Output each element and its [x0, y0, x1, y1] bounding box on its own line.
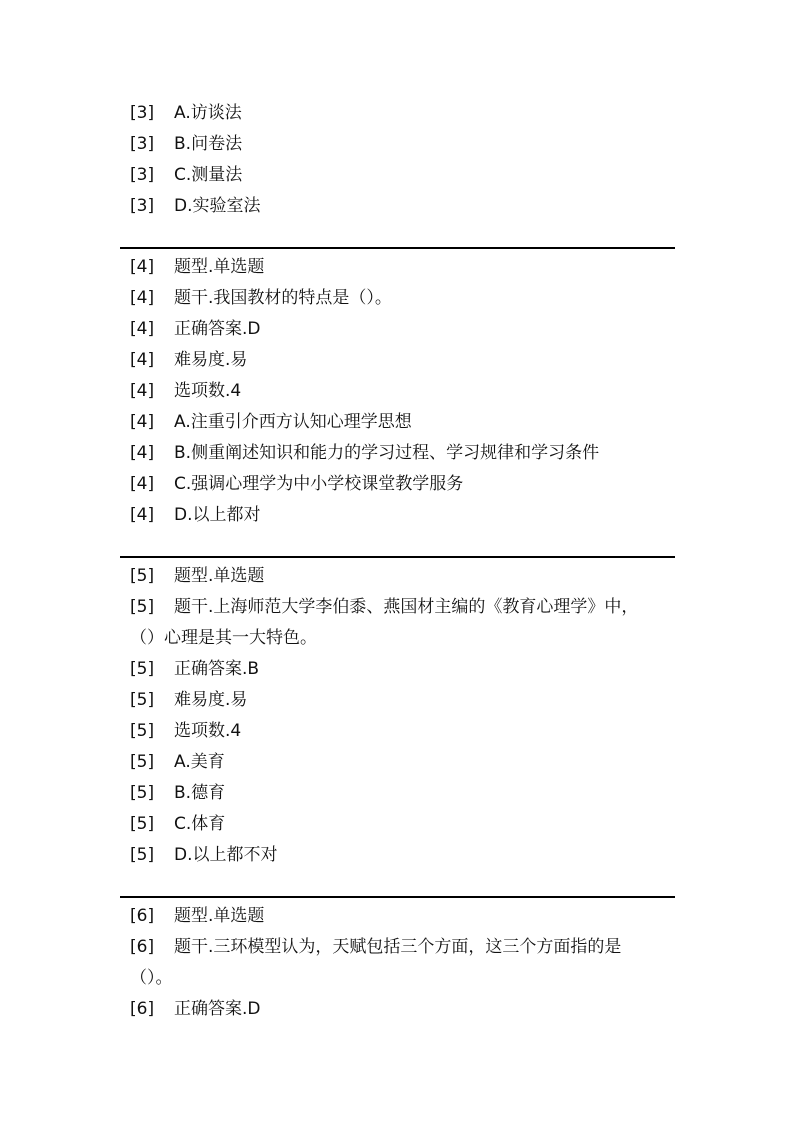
- line-text: 正确答案.D: [174, 319, 261, 339]
- section-divider: [120, 896, 675, 898]
- question-number: [6]: [130, 937, 155, 957]
- difficulty-line: [130, 349, 675, 371]
- option-count-line: [130, 380, 675, 402]
- question-number: [5]: [130, 783, 155, 803]
- question-number: [4]: [130, 319, 155, 339]
- question-number: [4]: [130, 257, 155, 277]
- line-text: 选项数.4: [174, 381, 242, 401]
- question-type-line: [130, 905, 675, 927]
- line-text: B.问卷法: [174, 134, 243, 154]
- line-text: 题干.三环模型认为，天赋包括三个方面，这三个方面指的是: [174, 937, 622, 957]
- question-number: [3]: [130, 103, 155, 123]
- option-line: [130, 504, 675, 526]
- line-text: A.美育: [174, 752, 225, 772]
- question-number: [6]: [130, 999, 155, 1019]
- question-number: [5]: [130, 690, 155, 710]
- question-number: [4]: [130, 350, 155, 370]
- line-text: D.以上都对: [174, 505, 261, 525]
- difficulty-line: [130, 689, 675, 711]
- line-text: B.德育: [174, 783, 226, 803]
- line-text: D.以上都不对: [174, 845, 278, 865]
- line-text: C.测量法: [174, 165, 243, 185]
- option-line: [130, 782, 675, 804]
- line-text: A.访谈法: [174, 103, 242, 123]
- answer-line: [130, 658, 675, 680]
- question-stem-line: [130, 936, 675, 958]
- line-text: C.体育: [174, 814, 226, 834]
- question-number: [4]: [130, 412, 155, 432]
- option-line: [130, 813, 675, 835]
- section-divider: [120, 247, 675, 249]
- line-text: （）。: [130, 968, 173, 988]
- question-type-line: [130, 256, 675, 278]
- option-line: [130, 133, 675, 155]
- line-text: D.实验室法: [174, 196, 261, 216]
- section-divider: [120, 556, 675, 558]
- line-text: C.强调心理学为中小学校课堂教学服务: [174, 474, 464, 494]
- line-text: 题干.上海师范大学李伯黍、燕国材主编的《教育心理学》中，: [174, 597, 639, 617]
- question-number: [4]: [130, 474, 155, 494]
- line-text: 难易度.易: [174, 690, 248, 710]
- question-number: [5]: [130, 721, 155, 741]
- question-stem-line: [130, 287, 675, 309]
- option-line: [130, 442, 675, 464]
- line-text: 正确答案.B: [174, 659, 260, 679]
- question-number: [6]: [130, 906, 155, 926]
- question-number: [4]: [130, 443, 155, 463]
- line-text: B.侧重阐述知识和能力的学习过程、学习规律和学习条件: [174, 443, 600, 463]
- option-line: [130, 751, 675, 773]
- question-number: [4]: [130, 288, 155, 308]
- answer-line: [130, 998, 675, 1020]
- line-text: 题型.单选题: [174, 257, 265, 277]
- option-line: [130, 411, 675, 433]
- option-line: [130, 195, 675, 217]
- question-number: [3]: [130, 134, 155, 154]
- option-line: [130, 102, 675, 124]
- option-line: [130, 164, 675, 186]
- option-line: [130, 844, 675, 866]
- question-number: [5]: [130, 659, 155, 679]
- question-number: [4]: [130, 505, 155, 525]
- question-stem-line: [130, 596, 675, 618]
- question-number: [3]: [130, 165, 155, 185]
- line-text: （）心理是其一大特色。: [130, 628, 317, 648]
- question-number: [5]: [130, 845, 155, 865]
- line-text: 选项数.4: [174, 721, 242, 741]
- line-text: 题型.单选题: [174, 566, 265, 586]
- question-number: [5]: [130, 752, 155, 772]
- question-stem-continuation: [130, 967, 675, 989]
- question-number: [5]: [130, 566, 155, 586]
- line-text: 题干.我国教材的特点是（）。: [174, 288, 392, 308]
- line-text: 正确答案.D: [174, 999, 261, 1019]
- question-type-line: [130, 565, 675, 587]
- option-count-line: [130, 720, 675, 742]
- question-number: [5]: [130, 814, 155, 834]
- answer-line: [130, 318, 675, 340]
- question-number: [5]: [130, 597, 155, 617]
- line-text: 题型.单选题: [174, 906, 265, 926]
- question-number: [3]: [130, 196, 155, 216]
- question-stem-continuation: [130, 627, 675, 649]
- question-number: [4]: [130, 381, 155, 401]
- line-text: A.注重引介西方认知心理学思想: [174, 412, 412, 432]
- line-text: 难易度.易: [174, 350, 248, 370]
- option-line: [130, 473, 675, 495]
